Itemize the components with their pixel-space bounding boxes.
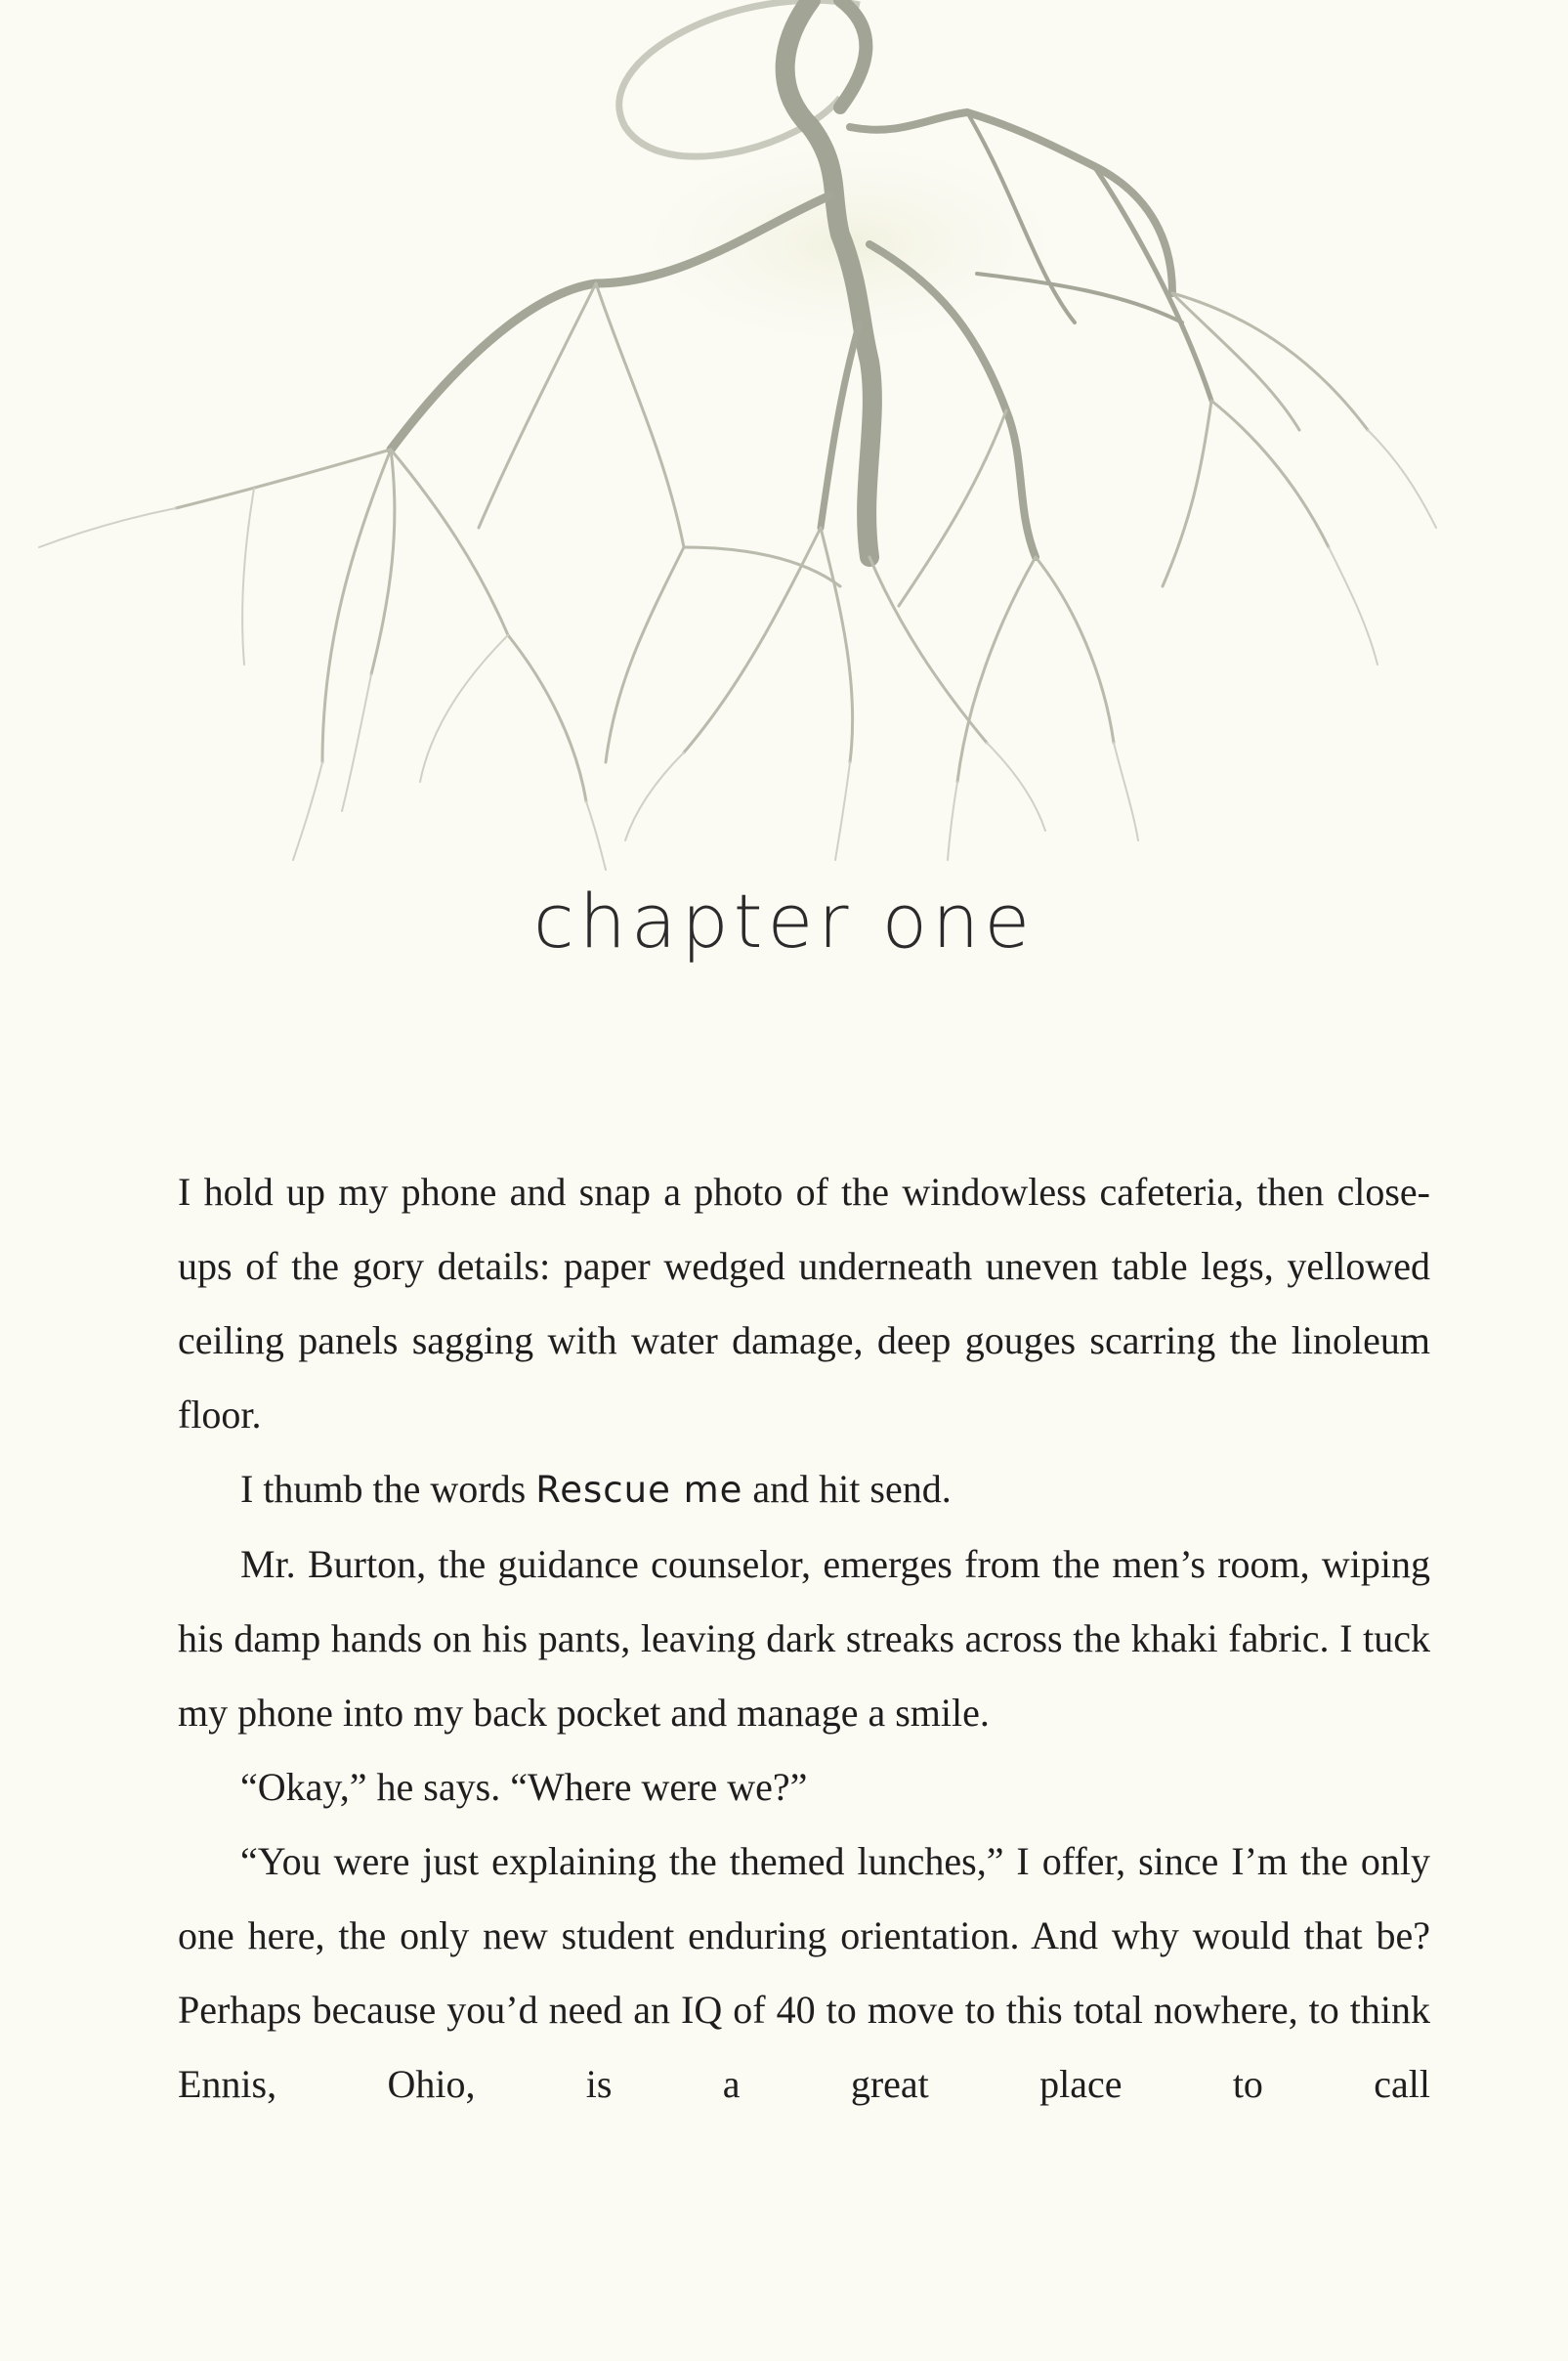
text-message: Rescue me	[535, 1469, 743, 1511]
paragraph-text: and hit send.	[742, 1467, 952, 1511]
body-text	[178, 1155, 1430, 2122]
chapter-title: chapter one	[532, 878, 1036, 965]
paragraph-text: I thumb the words	[240, 1467, 536, 1511]
paragraph: I hold up my phone and snap a photo of the windowless cafeteria, then close-ups of the gory details: paper wedged underneath uneven table legs, yellowed ceiling panels sagging with water damage, deep gouges scarring the linoleum floor.	[178, 1170, 1430, 1437]
paragraph: Mr. Burton, the guidance counselor, emerges from the men’s room, wiping his damp hands on his pants, leaving dark streaks across the khaki fabric. I tuck my phone into my back pocket and manage a smile.	[178, 1542, 1430, 1735]
paragraph	[178, 1452, 1430, 1527]
paragraph: “Okay,” he says. “Where were we?”	[240, 1765, 808, 1809]
tree-roots-illustration	[0, 0, 1568, 880]
paragraph: “You were just explaining the themed lunches,” I offer, since I’m the only one here, the only new student enduring orientation. And why would that be? Perhaps because you’d need an IQ of 40 to move to this total nowhere, to think Ennis, Ohio, is a great place to call	[178, 1839, 1430, 2106]
